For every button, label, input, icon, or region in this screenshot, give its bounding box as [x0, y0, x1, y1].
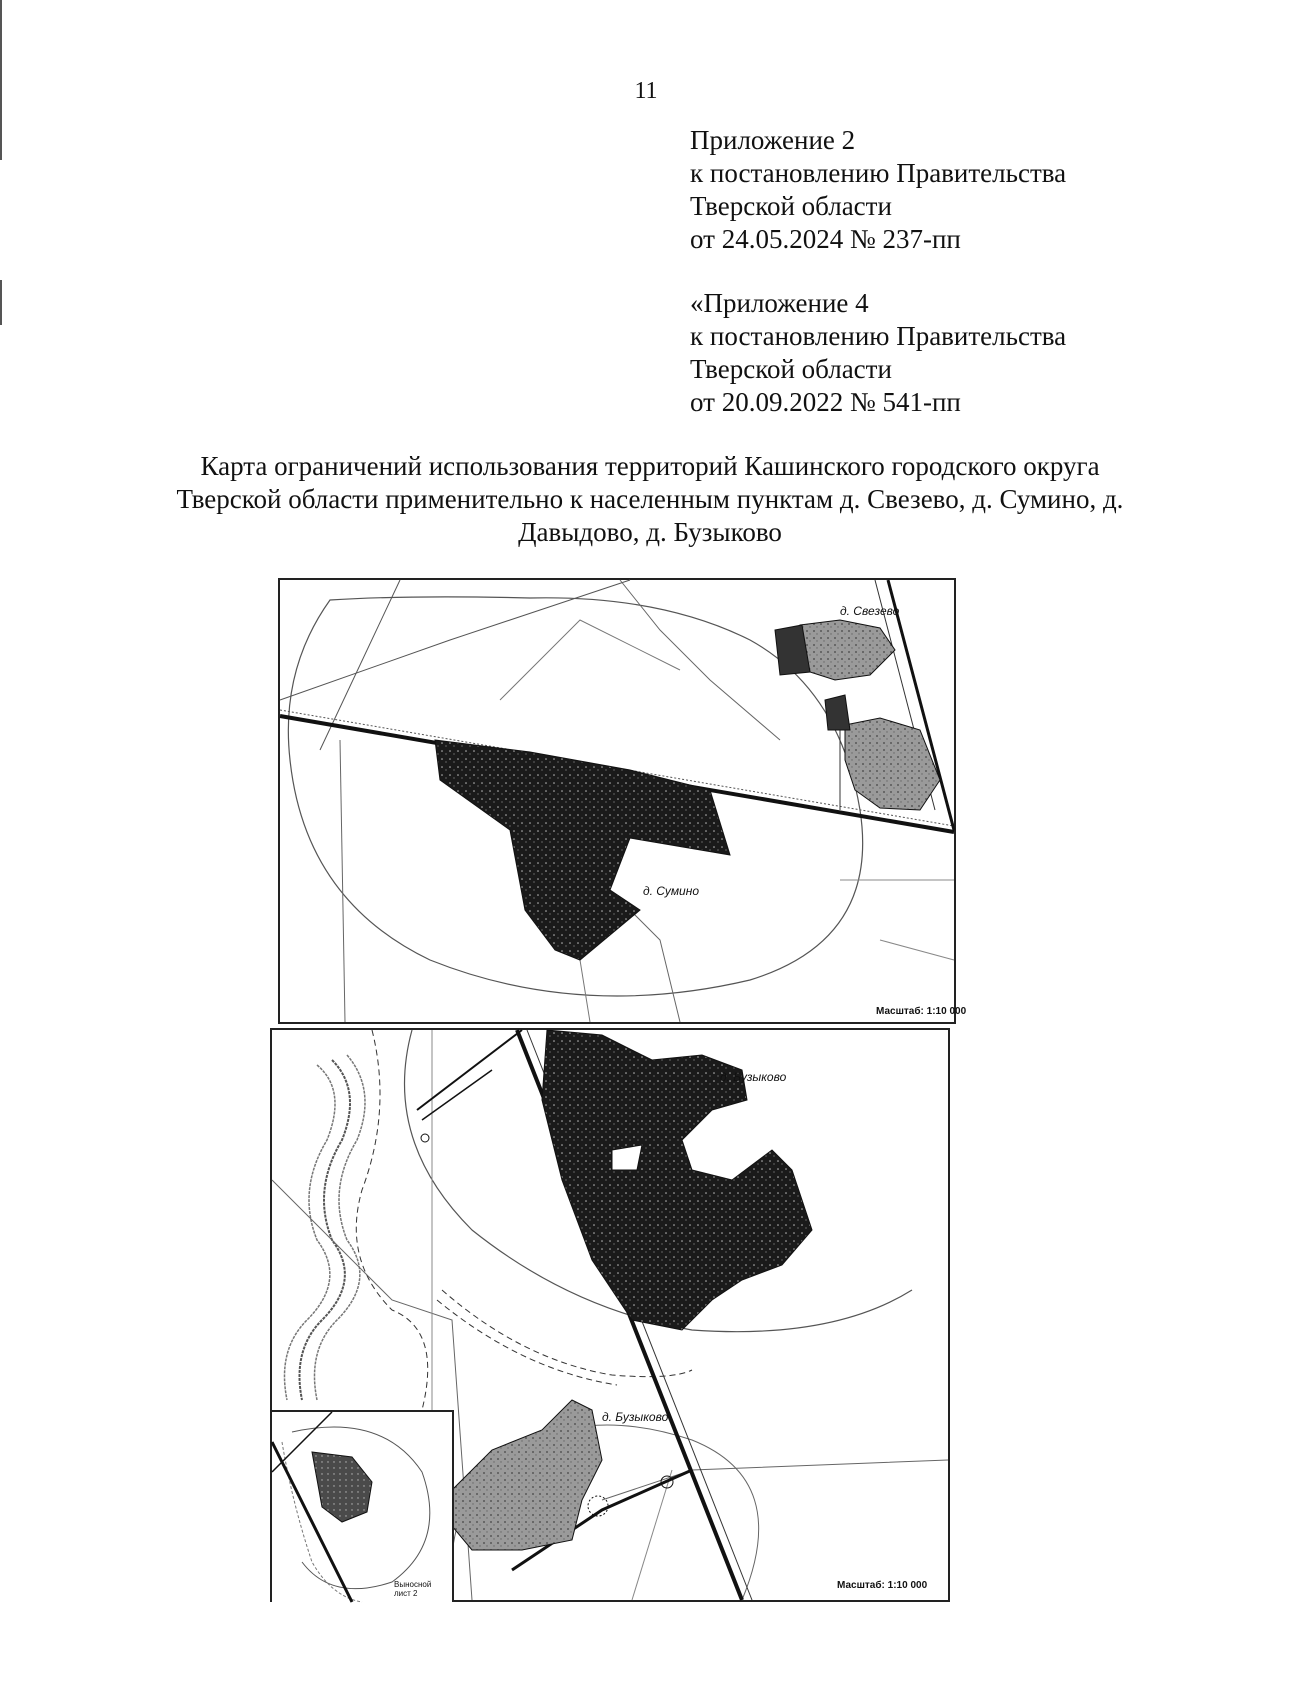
map-sumino-graphic — [280, 580, 954, 1022]
settlement-svezevo — [800, 620, 895, 680]
contour-line — [315, 1055, 366, 1400]
annex-current-header — [690, 124, 1066, 256]
settlement-gap — [612, 1145, 642, 1170]
page-number: 11 — [634, 78, 658, 104]
annex-original-header — [690, 287, 1066, 419]
annex-current-line: Тверской области — [690, 191, 892, 221]
map-scale: Масштаб: 1:10 000 — [876, 1006, 967, 1017]
annex-original-line: «Приложение 4 — [690, 288, 869, 318]
map-title: Карта ограничений использования территорий Кашинского городского округа Тверской области применительно к населенным пунктам д. Свезево, д. Сумино, д. Давыдово, д. Бузыково — [176, 451, 1124, 547]
annex-current-line: Приложение 2 — [690, 125, 856, 155]
road-line — [280, 580, 630, 700]
dashed-boundary — [437, 1300, 617, 1385]
map-sumino-svezevo — [278, 578, 967, 1024]
label-buzykovo-top: д. Бузыково — [720, 1070, 787, 1084]
annex-current-line: от 24.05.2024 № 237-пп — [690, 224, 961, 254]
dashed-boundary — [356, 1030, 427, 1410]
road-line — [417, 1030, 522, 1110]
road-line — [500, 620, 680, 700]
settlement-buzykovo-south — [447, 1400, 602, 1550]
inset-label: Выносной лист 2 — [394, 1580, 432, 1598]
map-buzykovo — [270, 1028, 950, 1602]
road-line — [602, 1460, 948, 1500]
inset-map-graphic — [272, 1412, 452, 1602]
label-sumino: д. Сумино — [643, 884, 700, 898]
annex-original-line: к постановлению Правительства — [690, 321, 1067, 351]
road-line — [620, 580, 780, 740]
settlement-sumino — [435, 740, 730, 960]
label-buzykovo-bottom: д. Бузыково — [602, 1410, 669, 1424]
road-line — [632, 1470, 672, 1600]
contour-line — [285, 1065, 336, 1400]
annex-current-line: к постановлению Правительства — [690, 158, 1067, 188]
annex-original-line: Тверской области — [690, 354, 892, 384]
settlement-svezevo-south — [845, 718, 940, 810]
annex-original-line: от 20.09.2022 № 541-пп — [690, 387, 961, 417]
road-line — [880, 940, 954, 960]
settlement-inset — [312, 1452, 372, 1522]
scan-edge-mark — [0, 280, 2, 325]
contour-line — [300, 1060, 351, 1400]
label-svezevo: д. Свезево — [840, 604, 900, 618]
marker-circle — [421, 1134, 429, 1142]
map-scale: Масштаб: 1:10 000 — [837, 1580, 928, 1591]
road-line — [340, 740, 345, 1022]
inset-map — [272, 1410, 454, 1602]
settlement-svezevo-dark-part — [825, 695, 850, 730]
